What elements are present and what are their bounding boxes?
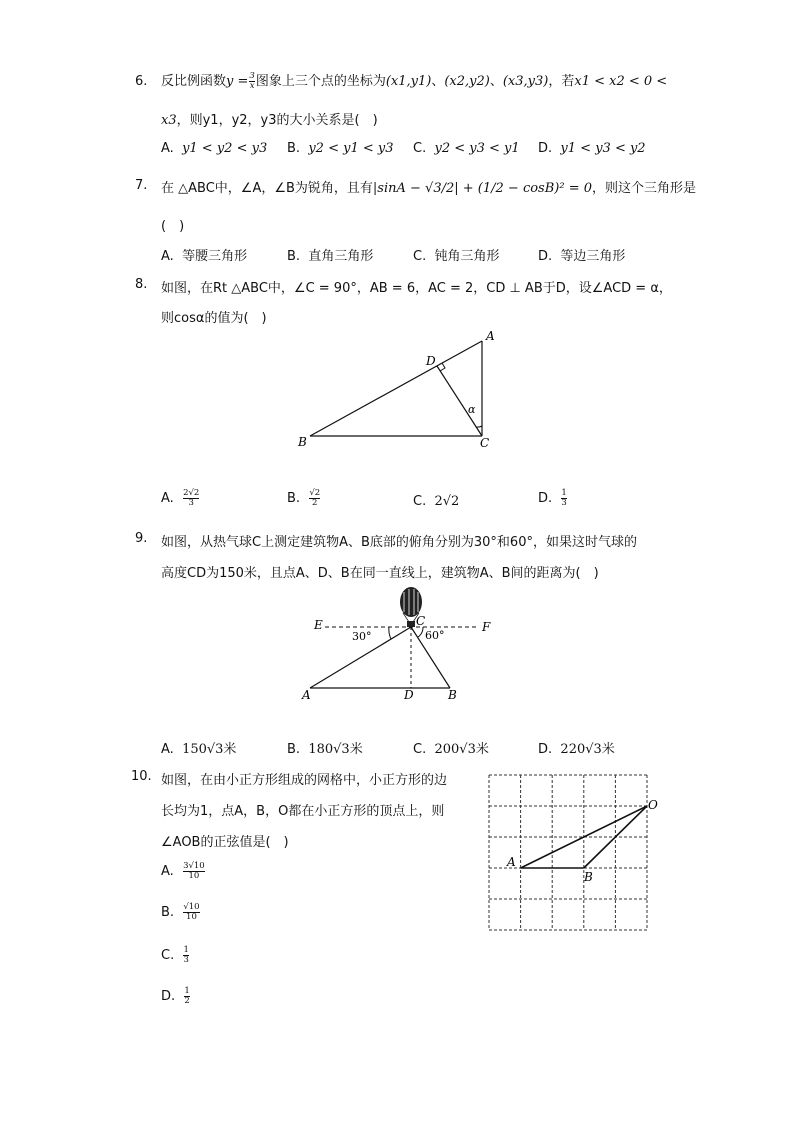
segment-cd <box>437 366 482 436</box>
option-d[interactable]: D. 220√3米 <box>538 742 615 757</box>
label-a: A <box>507 855 516 869</box>
point-3: (x3,y3) <box>502 74 549 89</box>
option-c[interactable]: C. 200√3米 <box>413 742 489 757</box>
label-d: D <box>404 688 414 702</box>
label-b: B <box>584 870 593 884</box>
triangle-figure <box>290 325 510 455</box>
label-c: C <box>416 614 426 628</box>
label-a: A <box>302 688 311 702</box>
label-f: F <box>482 620 491 634</box>
option-c[interactable]: C. $\frac{1}{3}$ <box>161 945 189 965</box>
question-number: 6. <box>135 74 148 89</box>
question-number: 10. <box>131 769 152 784</box>
equation-lhs: y = <box>226 74 249 89</box>
option-b[interactable]: B. $\frac{√10}{10}$ <box>161 902 200 922</box>
question-number: 9. <box>135 531 148 546</box>
question-stem-line1: 反比例函数y = $\frac{3}{x}$ 图象上三个点的坐标为(x1,y1)、(x2,y2)、(x3,y3)，若x1 < x2 < 0 < <box>161 71 668 91</box>
fraction: $\frac{3}{x}$ <box>249 71 255 91</box>
balloon-icon <box>400 587 422 617</box>
question-stem-line1: 如图，在由小正方形组成的网格中，小正方形的边 <box>161 773 448 788</box>
equation: |sinA − √3/2| + (1/2 − cosB)² = 0 <box>372 181 592 196</box>
question-stem-line3: ∠AOB的正弦值是( ) <box>161 835 289 850</box>
question-stem-line1: 如图，在Rt △ABC中，∠C = 90°，AB = 6，AC = 2，CD ⊥ AB于D，设∠ACD = α， <box>161 281 672 296</box>
option-b[interactable]: B. 直角三角形 <box>287 249 374 264</box>
label-c: C <box>480 436 490 450</box>
question-stem-line2: x3，则y1，y2，y3的大小关系是( ) <box>161 113 378 128</box>
option-b[interactable]: B. 180√3米 <box>287 742 363 757</box>
label-e: E <box>314 618 323 632</box>
grid-figure <box>480 765 670 940</box>
label-alpha: α <box>468 403 476 416</box>
condition: x1 < x2 < 0 < <box>574 74 668 89</box>
label-a: A <box>486 329 495 343</box>
segment-ab <box>310 341 482 436</box>
label-b: B <box>448 688 457 702</box>
option-a[interactable]: A. 150√3米 <box>161 742 237 757</box>
question-number: 7. <box>135 178 148 193</box>
alpha-arc <box>476 426 482 427</box>
point-2: (x2,y2) <box>444 74 490 89</box>
question-number: 8. <box>135 277 148 292</box>
grid-lines <box>489 775 647 930</box>
option-a[interactable]: A. y1 < y2 < y3 <box>161 141 268 156</box>
label-angle-30: 30° <box>352 630 372 643</box>
balloon-figure <box>300 582 510 707</box>
option-a[interactable]: A. 等腰三角形 <box>161 249 248 264</box>
option-c[interactable]: C. 2√2 <box>413 494 460 509</box>
point-1: (x1,y1) <box>385 74 432 89</box>
option-c[interactable]: C. 钝角三角形 <box>413 249 500 264</box>
label-d: D <box>426 354 436 368</box>
question-stem-line2: 高度CD为150米，且点A、D、B在同一直线上，建筑物A、B间的距离为( ) <box>161 566 599 581</box>
option-d[interactable]: D. $\frac{1}{3}$ <box>538 488 567 508</box>
option-a[interactable]: A. $\frac{2√2}{3}$ <box>161 488 200 508</box>
question-stem-line2: 则cosα的值为( ) <box>161 311 267 326</box>
label-o: O <box>648 798 658 812</box>
label-angle-60: 60° <box>425 629 445 642</box>
option-d[interactable]: D. $\frac{1}{2}$ <box>161 986 190 1006</box>
option-d[interactable]: D. y1 < y3 < y2 <box>538 141 646 156</box>
question-stem-line2: ( ) <box>161 219 185 234</box>
option-c[interactable]: C. y2 < y3 < y1 <box>413 141 520 156</box>
question-stem-line1: 在 △ABC中，∠A，∠B为锐角，且有|sinA − √3/2| + (1/2 − cosB)² = 0，则这个三角形是 <box>161 181 697 196</box>
option-b[interactable]: B. y2 < y1 < y3 <box>287 141 394 156</box>
label-b: B <box>298 435 307 449</box>
option-d[interactable]: D. 等边三角形 <box>538 249 626 264</box>
option-b[interactable]: B. $\frac{√2}{2}$ <box>287 488 321 508</box>
option-a[interactable]: A. $\frac{3√10}{10}$ <box>161 861 205 881</box>
question-stem-line1: 如图，从热气球C上测定建筑物A、B底部的俯角分别为30°和60°，如果这时气球的 <box>161 535 637 550</box>
question-stem-line2: 长均为1，点A，B，O都在小正方形的顶点上，则 <box>161 804 445 819</box>
